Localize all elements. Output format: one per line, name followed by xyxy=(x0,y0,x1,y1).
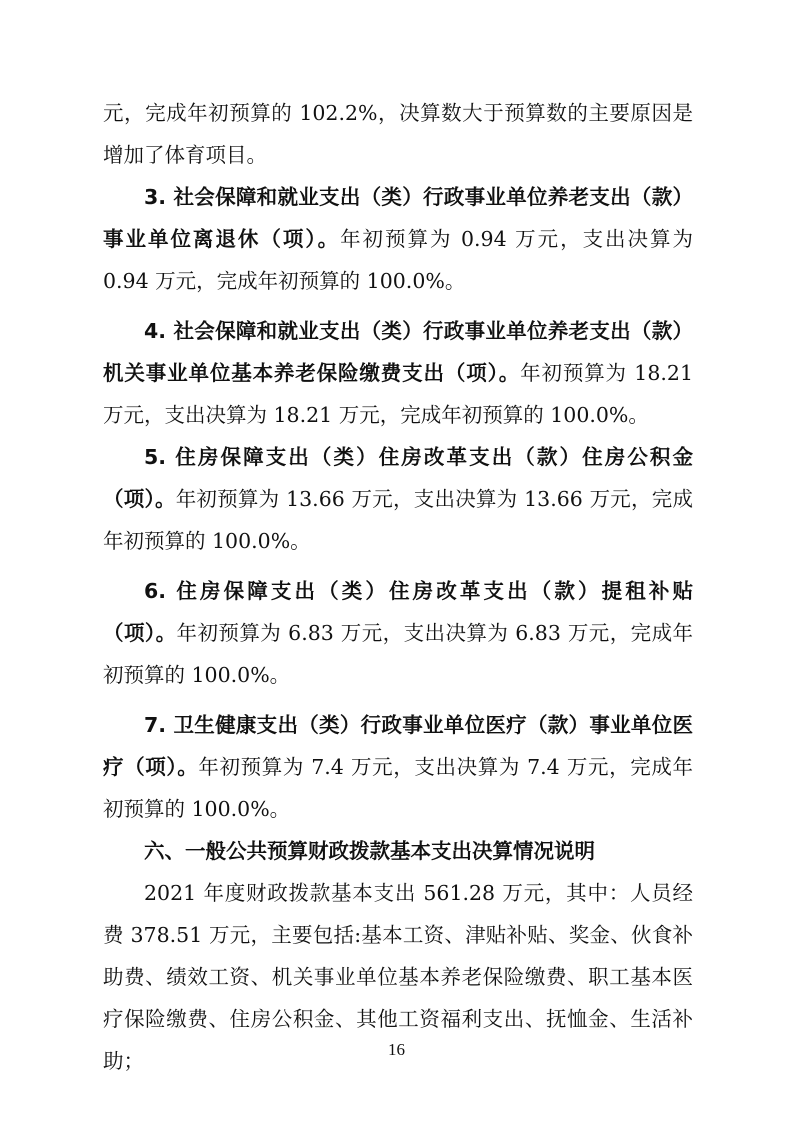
page-number: 16 xyxy=(388,1040,405,1059)
paragraph-text: 2021 年度财政拨款基本支出 561.28 万元，其中：人员经费 378.51 万元，主要包括:基本工资、津贴补贴、奖金、伙食补助费、绩效工资、机关事业单位基本养老保险缴费、职工基本医疗保险缴费、住房公积金、其他工资福利支出、抚恤金、生活补助； xyxy=(103,881,693,1073)
paragraph-text: 元，完成年初预算的 102.2%，决算数大于预算数的主要原因是增加了体育项目。 xyxy=(103,101,693,167)
item-7-medical xyxy=(103,704,693,830)
item-title: 3. 社会保障和就业支出（类）行政事业单位养老支出（款）事业单位离退休（项）。 xyxy=(103,185,693,251)
item-body: 年初预算为 13.66 万元，支出决算为 13.66 万元，完成年初预算的 100.0%。 xyxy=(103,487,693,553)
item-4-pension-insurance xyxy=(103,310,693,436)
paragraph-sports-conclusion xyxy=(103,92,693,176)
item-5-housing-fund xyxy=(103,436,693,562)
item-title: 6. 住房保障支出（类）住房改革支出（款）提租补贴（项）。 xyxy=(103,579,693,645)
item-title: 4. 社会保障和就业支出（类）行政事业单位养老支出（款）机关事业单位基本养老保险缴费支出（项）。 xyxy=(103,319,693,385)
item-title: 7. 卫生健康支出（类）行政事业单位医疗（款）事业单位医疗（项）。 xyxy=(103,713,693,779)
section-heading-6: 六、一般公共预算财政拨款基本支出决算情况说明 xyxy=(144,839,595,863)
item-body: 年初预算为 6.83 万元，支出决算为 6.83 万元，完成年初预算的 100.0%。 xyxy=(103,621,694,687)
item-title: 5. 住房保障支出（类）住房改革支出（款）住房公积金（项）。 xyxy=(103,445,693,511)
item-6-rent-subsidy xyxy=(103,570,693,696)
item-body: 年初预算为 18.21 万元，支出决算为 18.21 万元，完成年初预算的 100.0%。 xyxy=(103,361,693,427)
document-body xyxy=(103,92,693,1082)
item-body: 年初预算为 7.4 万元，支出决算为 7.4 万元，完成年初预算的 100.0%。 xyxy=(103,755,694,821)
item-body: 年初预算为 0.94 万元，支出决算为 0.94 万元，完成年初预算的 100.0%。 xyxy=(103,227,693,293)
item-3-retirement xyxy=(103,176,693,302)
